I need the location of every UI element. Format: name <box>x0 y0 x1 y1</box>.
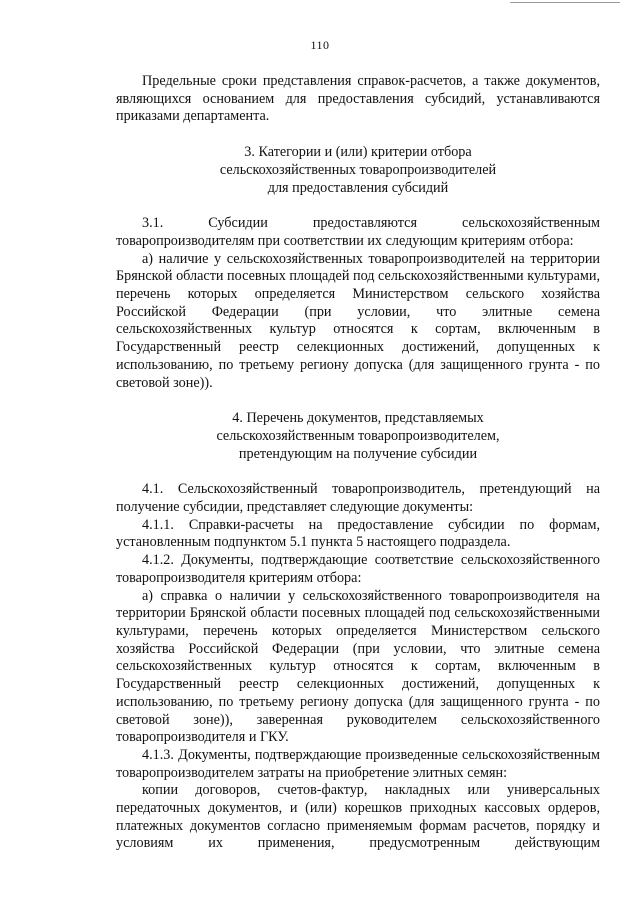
paragraph-4-1-1: 4.1.1. Справки-расчеты на предоставление субсидии по формам, установленным подпунктом 5.1 пункта 5 настоящего подраздела. <box>116 516 600 551</box>
spacer <box>116 197 600 215</box>
paragraph-4-1-2: 4.1.2. Документы, подтверждающие соответствие сельскохозяйственного товаропроизводителя критериям отбора: <box>116 552 600 586</box>
document-body <box>116 73 600 853</box>
page-number: 110 <box>310 38 330 52</box>
paragraph-4-1-2-a: а) справка о наличии у сельскохозяйственного товаропроизводителя на территории Брянской области посевных площадей под сельскохозяйственными культурами, перечень которых определяется Министерством сельского хозяйства Российской Федерации (при условии, что элитные семена сельскохозяйственных культур относятся к сортам, включенным в Государственный реестр селекционных достижений, допущенных к использованию, по третьему региону допуска (для защищенного грунта - по световой зоне)), заверенная руководителем сельскохозяйственного товаропроизводителя и ГКУ. <box>116 587 600 746</box>
section-4-heading-line-2: сельскохозяйственным товаропроизводителем, <box>216 427 500 444</box>
paragraph-3-1-a: а) наличие у сельскохозяйственных товаропроизводителей на территории Брянской области посевных площадей под сельскохозяйственными культурами, перечень которых определяется Министерством сельского хозяйства Российской Федерации (при условии, что элитные семена сельскохозяйственных культур относятся к сортам, включенным в Государственный реестр селекционных достижений, допущенных к использованию, по третьему региону допуска (для защищенного грунта - по световой зоне)). <box>116 250 600 391</box>
spacer <box>116 392 600 410</box>
paragraph-3-1: 3.1. Субсидии предоставляются сельскохозяйственным товаропроизводителям при соответствии их следующим критериям отбора: <box>116 215 600 249</box>
intro-paragraph: Предельные сроки представления справок-расчетов, а также документов, являющихся основанием для предоставления субсидий, устанавливаются приказами департамента. <box>116 73 600 125</box>
spacer <box>116 463 600 481</box>
paragraph-4-1-3-copies: копии договоров, счетов-фактур, накладных или универсальных передаточных документов, и (или) корешков приходных кассовых ордеров, платежных документов согласно применяемым формам расчетов, порядку и условиям их применения, предусмотренным действующим <box>116 782 600 852</box>
section-3-heading-line-3: для предоставления субсидий <box>267 179 449 196</box>
paragraph-4-1: 4.1. Сельскохозяйственный товаропроизводитель, претендующий на получение субсидии, представляет следующие документы: <box>116 481 600 516</box>
paragraph-4-1-3: 4.1.3. Документы, подтверждающие произведенные сельскохозяйственным товаропроизводителем затраты на приобретение элитных семян: <box>116 746 600 781</box>
section-3-heading-line-1: 3. Категории и (или) критерии отбора <box>244 144 472 161</box>
section-4-heading-line-1: 4. Перечень документов, представляемых <box>232 410 484 427</box>
section-3-heading-line-2: сельскохозяйственных товаропроизводителей <box>219 161 497 178</box>
spacer <box>116 126 600 144</box>
section-4-heading-line-3: претендующим на получение субсидии <box>238 445 478 462</box>
